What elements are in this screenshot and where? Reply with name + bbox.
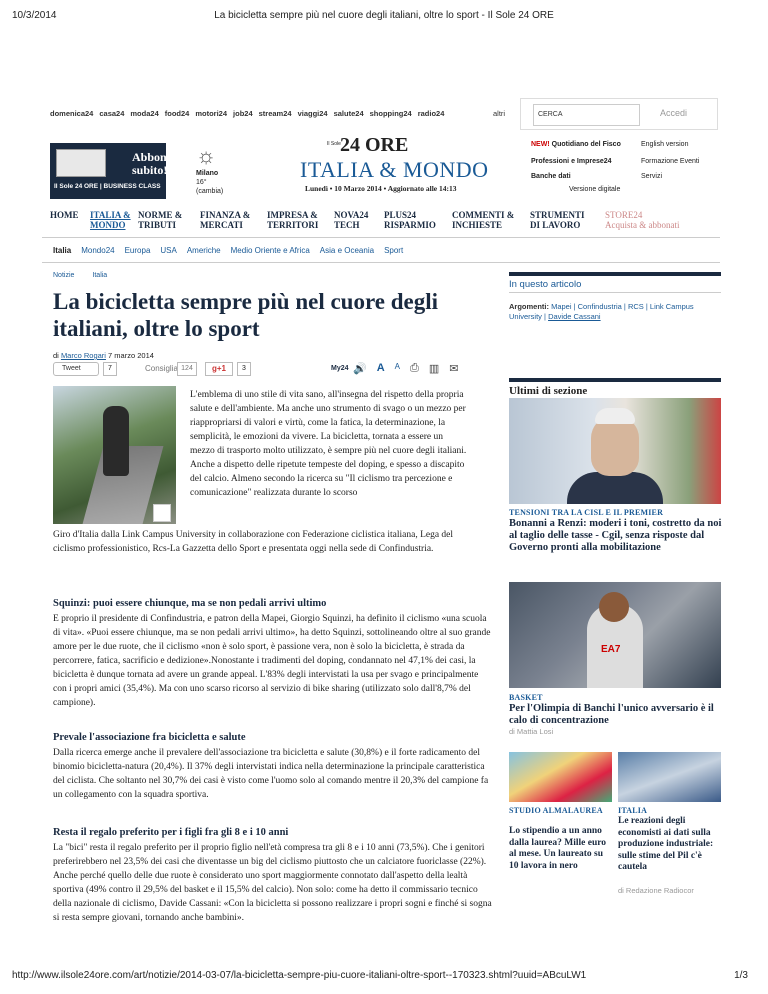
- article-photo: [53, 386, 176, 524]
- breadcrumb-item[interactable]: Notizie: [53, 272, 75, 279]
- nav-strumenti[interactable]: [530, 210, 585, 230]
- servizi-link[interactable]: Servizi: [641, 173, 663, 180]
- print-url: http://www.ilsole24ore.com/art/notizie/2014-03-07/la-bicicletta-sempre-piu-cuore-italiani-oltre-sport--170323.shtml?uuid=ABcuLW1: [12, 970, 587, 981]
- subnav-item[interactable]: Americhe: [186, 246, 221, 255]
- story-kicker: STUDIO ALMALAUREA: [509, 806, 603, 815]
- section-heading: Prevale l'associazione fra bicicletta e salute: [53, 732, 246, 743]
- tweet-count: 7: [103, 362, 117, 376]
- article-paragraph: E proprio il presidente di Confindustria, e patron della Mapei, Giorgio Squinzi, ha definito il ciclismo «una scuola di vita». «Puoi essere chiunque, ma se non pedali arrivi ultimo», ha detto Squinzi, sottolineando oltre al suo grande amore per le due ruote, che il ciclismo «non è solo sport, è passione vera, non è solo la bicicletta, è strada da percorrere, fatica, sacrificio e dedizione».Nonostante i tradimenti del doping, condannato nel 47,1% dei casi, la bicicletta è dunque tornata ad avere un grande appeal. L'83% degli intervistati la usa per svago e principalmente con i propri amici (35,4%). Ma con uno scarso ricorso al servizio di bike sharing (utilizzato solo dall'8,7% del campione).: [53, 614, 491, 708]
- article-paragraph: L'emblema di uno stile di vita sano, all'insegna del rispetto della propria salute e dell'ambiente. Ma anche uno strumento di svago o un mezzo per riappropriarsi di valori e virtù, come la fatica, la determinazione, la semplicità, le emozioni da vivere. La bicicletta, tornata a essere un mezzo di trasporto molto utilizzato, è sempre più nel cuore degli italiani. Anche a dispetto delle ripetute tempeste del doping, e spesso a discapito del calcio. Almeno secondo la ricerca su "Il ciclismo tra percezione e comunicazione" realizzata durante lo scorso: [190, 390, 467, 498]
- sun-cloud-icon: ☼: [196, 143, 217, 168]
- nav-label: DI LAVORO: [530, 220, 581, 230]
- byline: [53, 351, 154, 360]
- subnav-item[interactable]: USA: [160, 246, 177, 255]
- topnav-altri[interactable]: altri: [493, 109, 506, 118]
- section-title: ITALIA & MONDO: [300, 157, 489, 182]
- font-size-down-icon[interactable]: A: [394, 362, 400, 371]
- nav-label: Acquista & abbonati: [605, 220, 680, 230]
- nav-store[interactable]: [605, 210, 679, 230]
- nav-label: TERRITORI: [267, 220, 319, 230]
- nav-label: IMPRESA &: [267, 210, 318, 220]
- nav-label: NORME &: [138, 210, 183, 220]
- topics-links[interactable]: Mapei | Confindustria | RCS | Link Campus University |: [509, 302, 694, 321]
- share-bar: [53, 362, 473, 384]
- gplus-count: 3: [237, 362, 251, 376]
- article-headline: La bicicletta sempre più nel cuore degli italiani, oltre lo sport: [53, 289, 439, 341]
- nav-label: STRUMENTI: [530, 210, 585, 220]
- like-count: 124: [177, 362, 197, 376]
- story-kicker: BASKET: [509, 693, 543, 702]
- story-image[interactable]: [509, 582, 721, 688]
- story-image[interactable]: [509, 398, 721, 504]
- article-paragraph: Dalla ricerca emerge anche il prevalere dell'associazione tra bicicletta e salute (30,8%) e il forte radicamento del binomio bicicletta-natura (20,4%). Il 37% degli intervistati indica nella determinazione la principale caratteristica del ciclista. Che soltanto nel 30,7% dei casi è visto come l'uomo solo al comando mentre il 20,3% del campione fa un collegamento con la squadra sportiva.: [53, 748, 489, 800]
- nav-label: ITALIA &: [90, 210, 131, 220]
- subnav-item-italia[interactable]: Italia: [53, 246, 72, 255]
- nav-commenti[interactable]: [452, 210, 514, 230]
- nav-label: COMMENTI &: [452, 210, 515, 220]
- photo-head: [599, 592, 629, 622]
- photo-hair: [595, 408, 635, 424]
- brand-small: Il Sole: [327, 141, 341, 147]
- jersey-text: EA7: [601, 644, 621, 655]
- header-date: Lunedì • 10 Marzo 2014 • Aggiornato alle 14:13: [305, 184, 457, 193]
- top-network-nav: [50, 109, 444, 118]
- nav-label: STORE24: [605, 210, 643, 220]
- print-page-number: 1/3: [734, 970, 748, 981]
- nav-italia-mondo[interactable]: [90, 210, 131, 230]
- in-article-title: In questo articolo: [509, 279, 582, 290]
- print-icon[interactable]: ⎙: [410, 362, 419, 374]
- nav-impresa[interactable]: [267, 210, 318, 230]
- promo-title: Abbonati subito!: [132, 150, 181, 177]
- topnav-item[interactable]: salute24: [333, 109, 364, 118]
- breadcrumb: [53, 272, 107, 279]
- nav-label: INCHIESTE: [452, 220, 503, 230]
- story-kicker: TENSIONI TRA LA CISL E IL PREMIER: [509, 508, 664, 517]
- topic-link[interactable]: Davide Cassani: [548, 312, 601, 321]
- photo-face: [591, 416, 639, 476]
- story-image[interactable]: [618, 752, 721, 802]
- versione-digitale-link[interactable]: Versione digitale: [569, 186, 621, 193]
- sidebar-divider: [509, 378, 721, 382]
- article-tools: [353, 362, 458, 375]
- weather-city: Milano: [196, 170, 219, 177]
- topnav-item[interactable]: domenica24: [50, 109, 94, 118]
- subnav-item[interactable]: Mondo24: [81, 246, 115, 255]
- article-paragraph: La "bici" resta il regalo preferito per il proprio figlio nell'età compresa tra gli 8 e i 10 anni (73,5%). Che i genitori preferirebbero nel 23,5% dei casi che diventasse un big del ciclismo piuttosto che un calciatore fuoriclasse (22%). Anche perché quello delle due ruote è considerato uno sport maggiormente connotato dall'aspetto della lealtà sportiva (49% contro il 29,5% del basket e il 15,5% del calcio). Non solo: come ha detto il commissario tecnico della nazionale di ciclismo, Davide Cassani: «Con la bicicletta si possono realizzare i propri sogni e finché si sogna si resta sempre giovani, tornando anche bambini».: [53, 843, 492, 923]
- subnav-item[interactable]: Asia e Oceania: [319, 246, 375, 255]
- nav-label: RISPARMIO: [384, 220, 436, 230]
- nav-label: NOVA24: [334, 210, 369, 220]
- subnav-item[interactable]: Sport: [384, 246, 404, 255]
- nav-norme[interactable]: [138, 210, 182, 230]
- print-page-title: La bicicletta sempre più nel cuore degli italiani, oltre lo sport - Il Sole 24 ORE: [214, 10, 554, 21]
- topnav-item[interactable]: casa24: [99, 109, 125, 118]
- nav-plus[interactable]: [384, 210, 436, 230]
- article-paragraph: Giro d'Italia dalla Link Campus University in collaborazione con Federazione ciclistica italiana, Lega del ciclismo professionistico, Rcs-La Gazzetta dello Sport e presentata oggi nella sede di Confindustria.: [53, 530, 454, 554]
- subnav: [53, 246, 403, 255]
- facebook-like-button[interactable]: Consiglia: [145, 364, 178, 373]
- author-link[interactable]: Marco Rogari: [60, 351, 106, 360]
- byline-prefix: di: [53, 351, 59, 360]
- gplus-button[interactable]: g+1: [205, 362, 233, 376]
- topnav-item[interactable]: shopping24: [369, 109, 412, 118]
- nav-finanza[interactable]: [200, 210, 250, 230]
- story-headline[interactable]: Per l'Olimpia di Banchi l'unico avversario è il calo di concentrazione: [509, 703, 714, 726]
- latest-section-title: Ultimi di sezione: [509, 385, 588, 397]
- audio-icon[interactable]: 🔊: [353, 363, 367, 375]
- english-link[interactable]: English version: [641, 141, 689, 148]
- story-image[interactable]: [509, 752, 612, 802]
- topics-label: Argomenti:: [509, 302, 549, 311]
- story-headline[interactable]: Le reazioni degli economisti ai dati sulla produzione industriale: sulle stime del Pil c'è cautela: [618, 816, 714, 872]
- nav-label: TECH: [334, 220, 360, 230]
- my24-button[interactable]: My24: [331, 365, 349, 372]
- nav-label: MERCATI: [200, 220, 243, 230]
- subnav-item[interactable]: Medio Oriente e Africa: [230, 246, 310, 255]
- nav-label: MONDO: [90, 220, 126, 230]
- delete-icon[interactable]: ▥: [428, 363, 440, 375]
- section-heading: Squinzi: puoi essere chiunque, ma se non pedali arrivi ultimo: [53, 598, 327, 609]
- topnav-item[interactable]: viaggi24: [297, 109, 328, 118]
- formazione-link[interactable]: Formazione Eventi: [641, 158, 700, 165]
- topnav-item[interactable]: job24: [233, 109, 253, 118]
- weather-temp: 16°: [196, 179, 207, 186]
- professioni-link[interactable]: Professioni e Imprese24: [531, 158, 612, 165]
- breadcrumb-item[interactable]: Italia: [92, 272, 108, 279]
- promo-bottom: Il Sole 24 ORE | BUSINESS CLASS: [54, 183, 161, 190]
- tweet-button[interactable]: Tweet: [53, 362, 99, 376]
- new-badge: NEW!: [531, 141, 550, 148]
- quotidiano-fisco-link[interactable]: Quotidiano del Fisco: [551, 141, 621, 148]
- section-heading: Resta il regalo preferito per i figli fra gli 8 e i 10 anni: [53, 827, 289, 838]
- sidebar-rule: [509, 292, 721, 293]
- story-kicker: ITALIA: [618, 806, 648, 815]
- topnav-item[interactable]: moda24: [130, 109, 159, 118]
- gallery-icon[interactable]: [153, 504, 171, 522]
- subscribe-promo[interactable]: [50, 143, 181, 199]
- story-author: di Mattia Losi: [509, 727, 554, 736]
- logo[interactable]: 24 ORE: [340, 134, 409, 156]
- article-date: 7 marzo 2014: [108, 351, 154, 360]
- story-headline[interactable]: Lo stipendio a un anno dalla laurea? Mille euro al mese. Un laureato su 10 lavora in nero: [509, 826, 607, 871]
- story-author: di Redazione Radiocor: [618, 886, 694, 895]
- topics: [509, 302, 721, 322]
- nav-home[interactable]: [50, 210, 79, 220]
- search-input[interactable]: CERCA: [533, 104, 640, 126]
- nav-nova[interactable]: [334, 210, 368, 230]
- login-link[interactable]: Accedi: [660, 108, 688, 118]
- topnav-item[interactable]: stream24: [258, 109, 292, 118]
- newspaper-icon: [56, 149, 106, 177]
- sidebar-divider: [509, 272, 721, 276]
- nav-label: TRIBUTI: [138, 220, 177, 230]
- topnav-item[interactable]: food24: [164, 109, 190, 118]
- topnav-item[interactable]: motori24: [195, 109, 228, 118]
- nav-home-label: HOME: [50, 210, 79, 220]
- nav-label: PLUS24: [384, 210, 417, 220]
- nav-label: FINANZA &: [200, 210, 251, 220]
- email-icon[interactable]: ✉: [449, 363, 459, 375]
- print-date: 10/3/2014: [12, 10, 57, 21]
- photo-cyclist: [103, 406, 129, 476]
- subnav-item[interactable]: Europa: [124, 246, 151, 255]
- story-headline[interactable]: Bonanni a Renzi: moderi i toni, costretto da noi al taglio delle tasse - Cgil, senza risposte dal Governo pronti alla mobilitazione: [509, 518, 722, 553]
- weather-change[interactable]: (cambia): [196, 188, 224, 195]
- topnav-item[interactable]: radio24: [417, 109, 445, 118]
- font-size-up-icon[interactable]: A: [376, 362, 385, 374]
- banche-dati-link[interactable]: Banche dati: [531, 173, 571, 180]
- photo-suit: [567, 472, 663, 504]
